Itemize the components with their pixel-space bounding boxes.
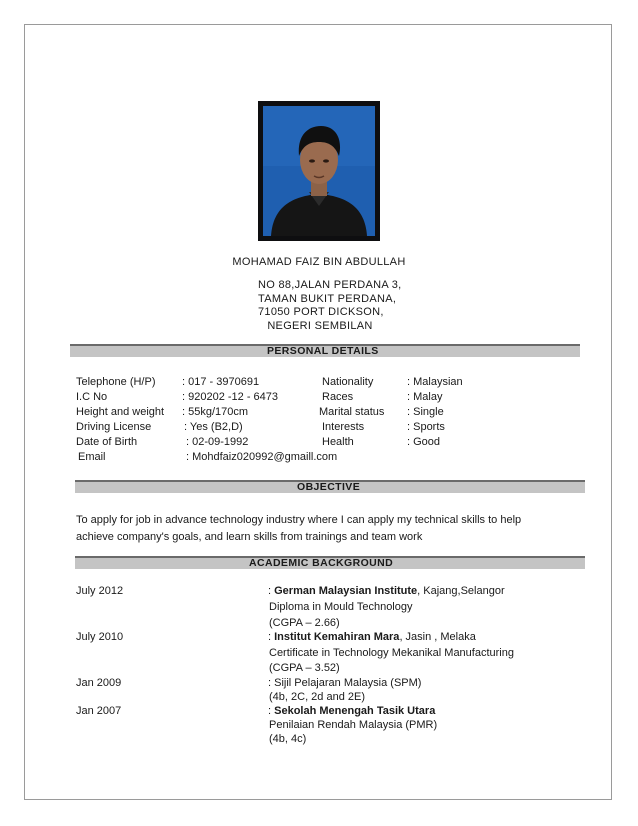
detail-value: : 02-09-1992 — [186, 436, 249, 448]
academic-date: July 2010 — [76, 631, 124, 643]
academic-date: July 2012 — [76, 585, 124, 597]
section-header-academic — [75, 556, 585, 569]
address-line: 71050 PORT DICKSON, — [258, 306, 384, 319]
address-line: NO 88,JALAN PERDANA 3, — [258, 279, 402, 291]
applicant-name: MOHAMAD FAIZ BIN ABDULLAH — [232, 256, 406, 268]
section-title: OBJECTIVE — [297, 481, 361, 493]
institution-location: Sijil Pelajaran Malaysia (SPM) — [274, 677, 422, 689]
academic-date: Jan 2009 — [76, 677, 122, 689]
institution-location: , Kajang,Selangor — [417, 585, 505, 597]
detail-label: Interests — [322, 421, 365, 433]
address-line: NEGERI SEMBILAN — [267, 319, 373, 332]
section-header-objective — [75, 480, 585, 493]
detail-label: Height and weight — [76, 406, 165, 418]
objective-text — [76, 512, 556, 546]
detail-label: Driving License — [76, 421, 152, 433]
profile-photo — [258, 101, 380, 241]
academic-detail: Certificate in Technology Mekanikal Manufacturing — [269, 647, 514, 659]
detail-label: Email — [78, 451, 106, 463]
objective-line: To apply for job in advance technology industry where I can apply my technical skills to help — [76, 514, 522, 526]
institution-location: , Jasin , Melaka — [399, 631, 476, 643]
detail-value: : 55kg/170cm — [182, 406, 249, 418]
detail-label: Races — [322, 391, 354, 403]
institution-name: Sekolah Menengah Tasik Utara — [274, 705, 436, 717]
academic-date: Jan 2007 — [76, 705, 122, 717]
academic-detail: (4b, 4c) — [269, 733, 307, 745]
objective-line: achieve company's goals, and learn skills from trainings and team work — [76, 531, 423, 543]
academic-detail: Penilaian Rendah Malaysia (PMR) — [269, 719, 438, 731]
detail-value: : Malaysian — [407, 376, 463, 388]
detail-label: Telephone (H/P) — [76, 376, 156, 388]
detail-value: : Good — [407, 436, 441, 448]
institution-name: Institut Kemahiran Mara — [274, 631, 400, 643]
academic-institution-line: : Institut Kemahiran Mara, Jasin , Melaka — [268, 631, 476, 643]
detail-label: I.C No — [76, 391, 108, 403]
academic-institution-line: : German Malaysian Institute, Kajang,Selangor — [268, 585, 505, 597]
detail-label: Marital status — [319, 406, 385, 418]
detail-value: : Yes (B2,D) — [184, 421, 243, 433]
detail-value: : 017 - 3970691 — [182, 376, 260, 388]
academic-detail: (CGPA – 3.52) — [269, 662, 340, 674]
academic-detail: (CGPA – 2.66) — [269, 617, 340, 629]
institution-name: German Malaysian Institute — [274, 585, 418, 597]
detail-label: Nationality — [322, 376, 374, 388]
section-title: PERSONAL DETAILS — [267, 345, 379, 357]
detail-label: Health — [322, 436, 354, 448]
section-title: ACADEMIC BACKGROUND — [249, 557, 394, 569]
profile-photo-image — [263, 106, 375, 236]
section-header-personal — [70, 344, 580, 357]
detail-value: : Malay — [407, 391, 443, 403]
academic-detail: Diploma in Mould Technology — [269, 601, 413, 613]
detail-value: : Single — [407, 406, 444, 418]
academic-institution-line: : Sijil Pelajaran Malaysia (SPM) — [268, 677, 422, 689]
address-line: TAMAN BUKIT PERDANA, — [258, 292, 397, 305]
address-block — [258, 279, 402, 333]
detail-value: : 920202 -12 - 6473 — [182, 391, 279, 403]
detail-label: Date of Birth — [76, 436, 138, 448]
detail-value: : Mohdfaiz020992@gmaill.com — [186, 451, 338, 463]
academic-detail: (4b, 2C, 2d and 2E) — [269, 691, 366, 703]
academic-institution-line: : Sekolah Menengah Tasik Utara — [268, 705, 436, 717]
detail-value: : Sports — [407, 421, 445, 433]
